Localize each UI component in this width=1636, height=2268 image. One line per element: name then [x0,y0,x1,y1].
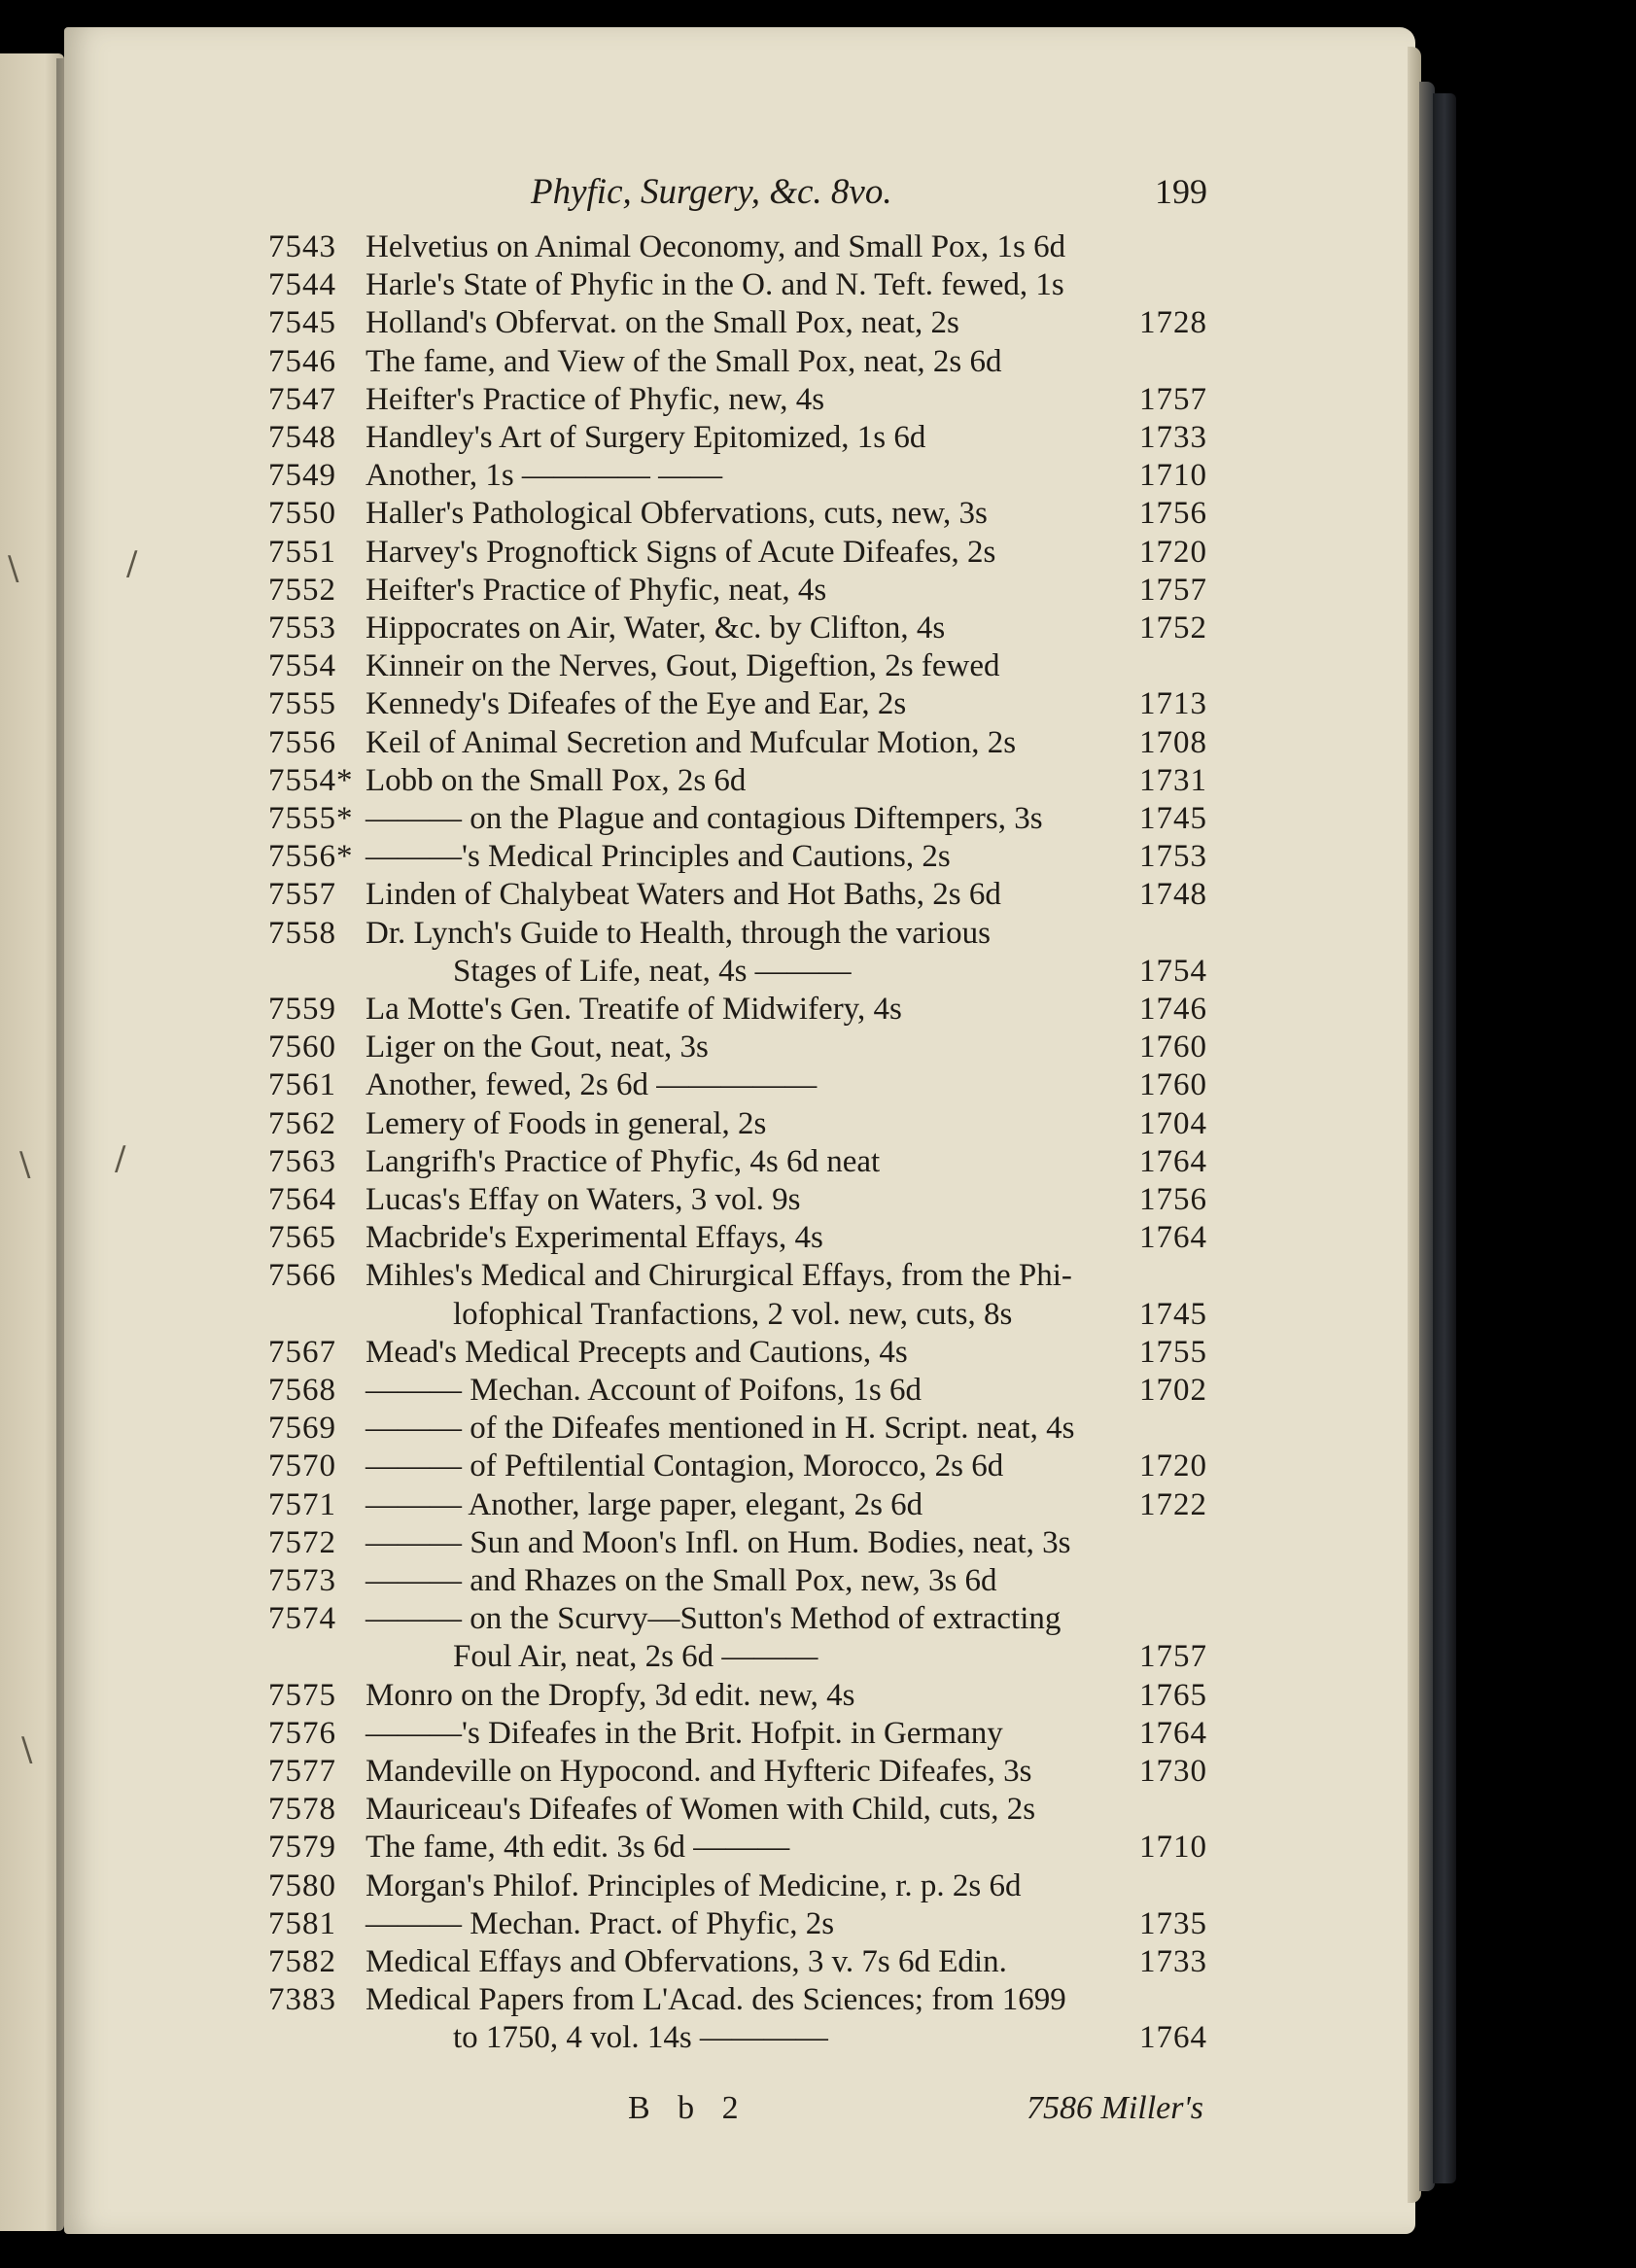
entry-number: 7559 [268,992,336,1027]
page-footer [64,2090,1415,2139]
entry-number: 7578 [268,1792,336,1828]
catalogue-entry [64,1829,1415,1866]
catalogue-entry [64,1867,1415,1904]
entry-number: 7551 [268,534,336,570]
entry-year: 1756 [1139,496,1207,532]
catalogue-entry [64,915,1415,952]
entry-number: 7548 [268,420,336,455]
entry-text: Morgan's Philof. Principles of Medicine, r. p. 2s 6d [365,1867,1022,1903]
entry-text: Medical Effays and Obfervations, 3 v. 7s 6d Edin. [365,1944,1007,1979]
entry-text: ——— Mechan. Account of Poifons, 1s 6d [365,1373,922,1408]
catalogue-entry [64,685,1415,722]
entry-number: 7560 [268,1029,336,1065]
entry-year: 1765 [1139,1677,1207,1713]
entry-text: ——— and Rhazes on the Small Pox, new, 3s 6d [365,1563,997,1598]
catalogue-entry [64,1105,1415,1142]
catalogue-entry [64,457,1415,494]
catalogue-entry [64,1562,1415,1599]
catalogue-entry [64,991,1415,1028]
entry-text: Mihles's Medical and Chirurgical Effays, from the Phi- [365,1258,1072,1294]
catalogue-entry [64,1600,1415,1637]
entry-year: 1722 [1139,1486,1207,1522]
entry-year: 1764 [1139,1143,1207,1179]
entry-number: 7576 [268,1715,336,1751]
entry-text: Helvetius on Animal Oeconomy, and Small Pox, 1s 6d [365,229,1066,264]
entry-number: 7580 [268,1867,336,1903]
entry-text: La Motte's Gen. Treatife of Midwifery, 4s [365,992,902,1027]
entry-year: 1757 [1139,381,1207,417]
entry-year: 1730 [1139,1754,1207,1789]
binding-stitch-mark: \ [21,1730,33,1769]
entry-number: 7556 [268,724,336,760]
entry-text: ——— on the Plague and contagious Diftempers, 3s [365,801,1043,836]
book-cover-edge [1433,93,1456,2183]
entry-number: 7550 [268,496,336,532]
entry-text: ———'s Difeafes in the Brit. Hofpit. in Germany [365,1715,1003,1751]
entry-year: 1713 [1139,686,1207,722]
entry-text: Keil of Animal Secretion and Mufcular Motion, 2s [365,724,1017,760]
catalogue-entry [64,1257,1415,1294]
entry-text: Hippocrates on Air, Water, &c. by Clifton, 4s [365,611,946,646]
entry-year: 1746 [1139,992,1207,1027]
catalogue-entry [64,876,1415,913]
entry-year: 1756 [1139,1182,1207,1217]
entry-year: 1710 [1139,458,1207,494]
entry-number: 7567 [268,1334,336,1370]
entry-number: 7563 [268,1143,336,1179]
catalogue-entry [64,1753,1415,1790]
entry-year: 1720 [1139,1448,1207,1484]
entry-number: 7554* [268,762,354,798]
entry-year: 1748 [1139,877,1207,913]
catalogue-entry [64,495,1415,532]
catalogue-entry-continuation [64,1638,1415,1675]
entry-text: Mead's Medical Precepts and Cautions, 4s [365,1334,908,1370]
catchword: 7586 Miller's [1027,2090,1203,2126]
entry-text: Holland's Obfervat. on the Small Pox, neat, 2s [365,305,959,341]
facing-page-edge [0,53,64,2231]
entry-number: 7556* [268,839,354,875]
entry-number: 7383 [268,1982,336,2018]
catalogue-entry [64,228,1415,265]
catalogue-entry [64,381,1415,418]
entry-year: 1731 [1139,762,1207,798]
entry-number: 7574 [268,1601,336,1637]
entry-number: 7570 [268,1448,336,1484]
catalogue-entry [64,266,1415,303]
catalogue-entry [64,1181,1415,1218]
entry-text: ———'s Medical Principles and Cautions, 2s [365,839,951,875]
entry-text: Monro on the Dropfy, 3d edit. new, 4s [365,1677,855,1713]
entry-number: 7543 [268,229,336,264]
catalogue-entry [64,343,1415,380]
catalogue-entry [64,1715,1415,1752]
entry-text: Another, 1s ———— —— [365,458,723,494]
entry-text: Medical Papers from L'Acad. des Sciences; from 1699 [365,1982,1066,2018]
catalogue-entry [64,647,1415,684]
entry-year: 1720 [1139,534,1207,570]
entry-text: Lemery of Foods in general, 2s [365,1105,767,1141]
entry-number: 7557 [268,877,336,913]
entry-text: Harvey's Prognoftick Signs of Acute Difeafes, 2s [365,534,996,570]
entry-year: 1760 [1139,1029,1207,1065]
entry-year: 1764 [1139,2020,1207,2056]
catalogue-entry [64,800,1415,837]
entry-number: 7568 [268,1373,336,1408]
entry-text: The fame, and View of the Small Pox, neat, 2s 6d [365,343,1002,379]
entry-text: Haller's Pathological Obfervations, cuts, new, 3s [365,496,988,532]
catalogue-entry-continuation [64,1296,1415,1333]
entry-year: 1764 [1139,1220,1207,1256]
catalogue-entry [64,610,1415,646]
entry-text: Macbride's Experimental Effays, 4s [365,1220,823,1256]
binding-stitch-mark: / [126,544,138,583]
entry-year: 1752 [1139,611,1207,646]
entry-number: 7554 [268,648,336,684]
entry-year: 1728 [1139,305,1207,341]
running-header [64,171,1415,220]
binding-stitch-mark: / [115,1139,126,1178]
catalogue-entry [64,1677,1415,1714]
entry-number: 7577 [268,1754,336,1789]
page-number: 199 [1155,172,1207,211]
entry-year: 1745 [1139,801,1207,836]
catalogue-entry [64,1486,1415,1523]
entry-text: ——— of the Difeafes mentioned in H. Script. neat, 4s [365,1411,1075,1447]
catalogue-entry [64,1448,1415,1484]
catalogue-entry [64,1029,1415,1065]
entry-number: 7562 [268,1105,336,1141]
entry-number: 7553 [268,611,336,646]
entry-year: 1760 [1139,1067,1207,1103]
catalogue-entry [64,1981,1415,2018]
entry-year: 1733 [1139,1944,1207,1979]
entry-number: 7565 [268,1220,336,1256]
catalogue-entry [64,1943,1415,1980]
entry-number: 7555 [268,686,336,722]
catalogue-entry [64,1334,1415,1371]
entry-number: 7552 [268,572,336,608]
entry-year: 1753 [1139,839,1207,875]
entry-text: Mandeville on Hypocond. and Hyfteric Difeafes, 3s [365,1754,1032,1789]
entry-year: 1764 [1139,1715,1207,1751]
catalogue-entry [64,1791,1415,1828]
entry-number: 7582 [268,1944,336,1979]
catalogue-entry [64,1410,1415,1447]
catalogue-entry [64,1524,1415,1561]
entry-year: 1733 [1139,420,1207,455]
entry-text: Kinneir on the Nerves, Gout, Digeftion, 2s fewed [365,648,1000,684]
entry-text: ——— of Peftilential Contagion, Morocco, 2s 6d [365,1448,1004,1484]
catalogue-entry [64,1143,1415,1180]
catalogue-entry [64,534,1415,571]
entry-number: 7546 [268,343,336,379]
entry-number: 7555* [268,801,354,836]
entry-text: to 1750, 4 vol. 14s ———— [453,2020,828,2056]
entry-text: Stages of Life, neat, 4s ——— [453,953,852,989]
entry-year: 1757 [1139,1639,1207,1675]
entry-number: 7566 [268,1258,336,1294]
page-content [64,27,1415,2234]
entry-number: 7575 [268,1677,336,1713]
entry-text: ——— Sun and Moon's Infl. on Hum. Bodies, neat, 3s [365,1524,1071,1560]
entry-text: Linden of Chalybeat Waters and Hot Baths, 2s 6d [365,877,1001,913]
entry-text: Heifter's Practice of Phyfic, new, 4s [365,381,825,417]
entry-year: 1745 [1139,1296,1207,1332]
entry-text: Langrifh's Practice of Phyfic, 4s 6d neat [365,1143,881,1179]
entry-number: 7545 [268,305,336,341]
entry-year: 1708 [1139,724,1207,760]
entry-number: 7572 [268,1524,336,1560]
entry-year: 1735 [1139,1905,1207,1941]
catalogue-entry [64,838,1415,875]
catalogue-entry [64,724,1415,761]
entry-year: 1755 [1139,1334,1207,1370]
entry-text: Lobb on the Small Pox, 2s 6d [365,762,747,798]
entry-text: Foul Air, neat, 2s 6d ——— [453,1639,818,1675]
entry-number: 7579 [268,1830,336,1866]
entry-number: 7547 [268,381,336,417]
entry-number: 7544 [268,267,336,303]
catalogue-entry-continuation [64,953,1415,990]
entry-text: Liger on the Gout, neat, 3s [365,1029,709,1065]
entry-text: Mauriceau's Difeafes of Women with Child, cuts, 2s [365,1792,1036,1828]
catalogue-entry [64,572,1415,609]
catalogue-entry [64,419,1415,456]
entry-text: ——— Another, large paper, elegant, 2s 6d [365,1486,923,1522]
page-title: Phyfic, Surgery, &c. 8vo. [531,172,892,212]
catalogue-entry [64,1905,1415,1942]
signature-mark: B b 2 [628,2090,748,2126]
entry-number: 7569 [268,1411,336,1447]
entry-text: Kennedy's Difeafes of the Eye and Ear, 2s [365,686,907,722]
entry-text: ——— on the Scurvy—Sutton's Method of extracting [365,1601,1062,1637]
catalogue-entry [64,762,1415,799]
entry-text: lofophical Tranfactions, 2 vol. new, cuts, 8s [453,1296,1013,1332]
binding-stitch-mark: \ [19,1145,31,1184]
entry-text: The fame, 4th edit. 3s 6d ——— [365,1830,790,1866]
entry-number: 7573 [268,1563,336,1598]
catalogue-entry [64,1372,1415,1409]
entry-text: Another, fewed, 2s 6d ————— [365,1067,818,1103]
catalogue-entry [64,1066,1415,1103]
entry-text: Lucas's Effay on Waters, 3 vol. 9s [365,1182,801,1217]
entry-year: 1754 [1139,953,1207,989]
catalogue-entry [64,1219,1415,1256]
entry-year: 1710 [1139,1830,1207,1866]
entry-text: Handley's Art of Surgery Epitomized, 1s 6d [365,420,926,455]
entry-number: 7549 [268,458,336,494]
entry-text: Harle's State of Phyfic in the O. and N. Teft. fewed, 1s [365,267,1064,303]
entry-text: ——— Mechan. Pract. of Phyfic, 2s [365,1905,835,1941]
entry-number: 7561 [268,1067,336,1103]
entry-year: 1757 [1139,572,1207,608]
entry-number: 7581 [268,1905,336,1941]
entry-text: Heifter's Practice of Phyfic, neat, 4s [365,572,827,608]
entry-number: 7564 [268,1182,336,1217]
entry-year: 1704 [1139,1105,1207,1141]
catalogue-entry-continuation [64,2019,1415,2056]
entry-number: 7558 [268,915,336,951]
entry-number: 7571 [268,1486,336,1522]
binding-stitch-mark: \ [8,549,19,588]
entry-year: 1702 [1139,1373,1207,1408]
entry-text: Dr. Lynch's Guide to Health, through the various [365,915,991,951]
catalogue-entry [64,304,1415,341]
